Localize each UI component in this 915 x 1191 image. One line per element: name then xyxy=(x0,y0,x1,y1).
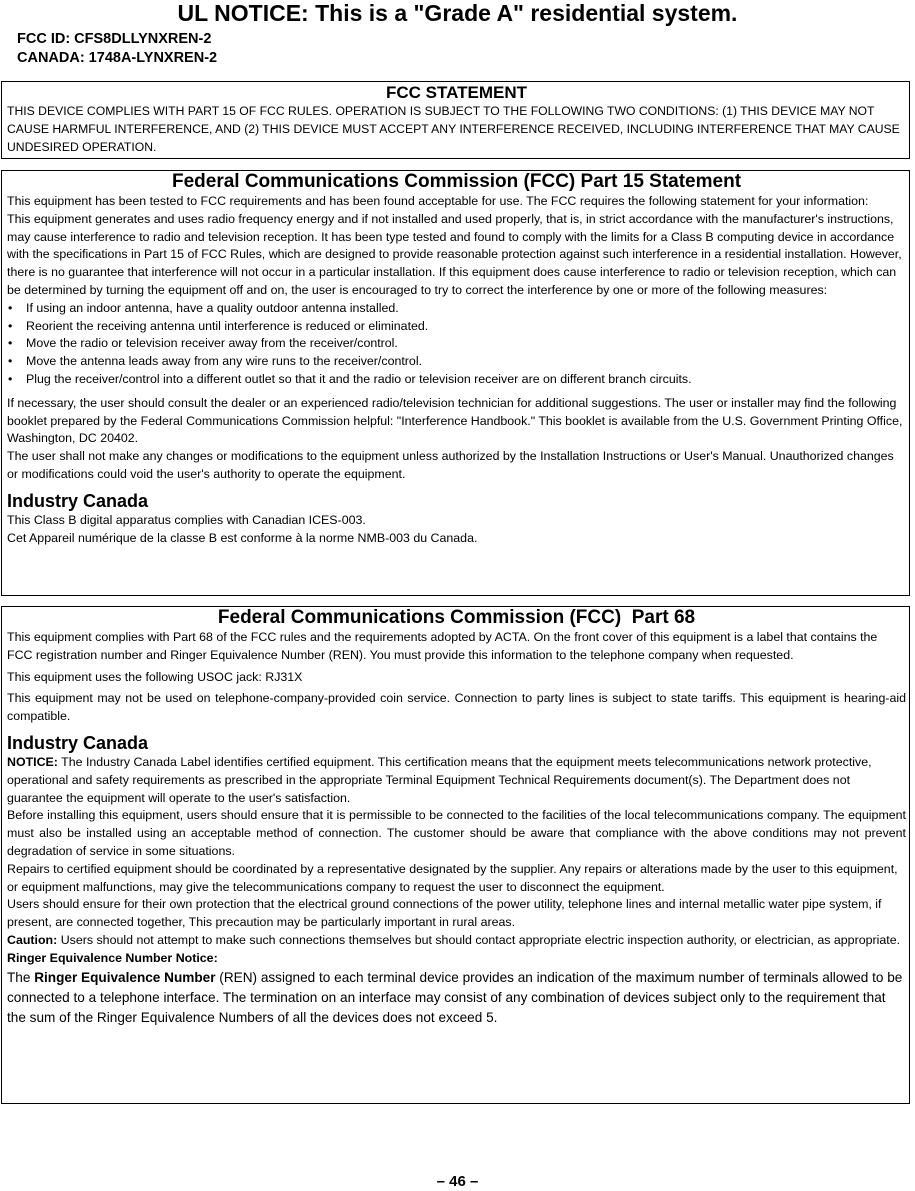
part68-box xyxy=(1,606,910,1104)
page-number: – 46 – xyxy=(436,1173,479,1190)
list-item: • If using an indoor antenna, have a quality outdoor antenna installed. xyxy=(7,300,906,318)
part68-title: Federal Communications Commission (FCC) Part 68 xyxy=(217,607,696,628)
part15-intro: This equipment has been tested to FCC requirements and has been found acceptable for use. The FCC requires the following statement for your information: xyxy=(7,194,869,208)
part15-box xyxy=(1,170,910,596)
fcc-statement-title: FCC STATEMENT xyxy=(385,83,528,102)
ul-notice-title: UL NOTICE: This is a "Grade A" residential system. xyxy=(177,0,738,26)
fcc-statement-body: THIS DEVICE COMPLIES WITH PART 15 OF FCC RULES. OPERATION IS SUBJECT TO THE FOLLOWING TWO CONDITIONS: (1) THIS DEVICE MAY NOT CAUSE HARMFUL INTERFERENCE, AND (2) THIS DEVICE MUST ACCEPT ANY INTERFERENCE RECEIVED, INCLUDING INTERFERENCE THAT MAY CAUSE UNDESIRED OPERATION. xyxy=(7,104,900,154)
part68-intro: This equipment complies with Part 68 of the FCC rules and the requirements adopted by ACTA. On the front cover of this equipment is a label that contains the FCC registration number and Ringer Equivalence Number (REN). You must provide this information to the telephone company when requested. xyxy=(7,630,878,662)
ic-repairs-paragraph: Repairs to certified equipment should be coordinated by a representative designated by the supplier. Any repairs or alterations made by the user to this equipment, or equipment malfunctions, may give the telecommunications company to request the user to disconnect the equipment. xyxy=(7,861,898,894)
part15-consult-paragraph: If necessary, the user should consult the dealer or an experienced radio/television technician for additional suggestions. The user or installer may find the following booklet prepared by the Federal Communications Commission helpful: "Interference Handbook." This booklet is available from the U.S. Government Printing Office, Washington, DC 20402. xyxy=(7,395,903,446)
bullet-icon: • xyxy=(8,371,13,386)
list-item: • Move the antenna leads away from any wire runs to the receiver/control. xyxy=(7,353,906,371)
ices-statement-en: This Class B digital apparatus complies with Canadian ICES-003. xyxy=(7,512,366,527)
part15-measures-list xyxy=(7,300,906,389)
list-item: • Move the radio or television receiver away from the receiver/control. xyxy=(7,335,906,353)
bullet-icon: • xyxy=(8,300,13,315)
identifier-block xyxy=(17,30,217,68)
ren-paragraph: The Ringer Equivalence Number (REN) assigned to each terminal device provides an indication of the maximum number of terminals allowed to be connected to a telephone interface. The termination on an interface may consist of any combination of devices subject only to the requirement that the sum of the Ringer Equivalence Numbers of all the devices does not exceed 5. xyxy=(7,969,903,1025)
ren-bold-term: Ringer Equivalence Number xyxy=(34,969,216,985)
caution-paragraph: Caution: Users should not attempt to make such connections themselves but should contact appropriate electric inspection authority, or electrician, as appropriate. xyxy=(7,932,901,947)
part15-interference-paragraph: This equipment generates and uses radio frequency energy and if not installed and used properly, that is, in strict accordance with the manufacturer's instructions, may cause interference to radio and television reception. It has been type tested and found to comply with the limits for a Class B computing device in accordance with the specifications in Part 15 of FCC Rules, which are designed to provide reasonable protection against such interference in a residential installation. However, there is no guarantee that interference will not occur in a particular installation. If this equipment does cause interference to radio or television reception, which can be determined by turning the equipment off and on, the user is encouraged to try to correct the interference by one or more of the following measures: xyxy=(7,211,902,297)
ic-notice-paragraph: NOTICE: The Industry Canada Label identifies certified equipment. This certification means that the equipment meets telecommunications network protective, operational and safety requirements as prescribed in the appropriate Terminal Equipment Technical Requirements document(s). The Department does not guarantee the equipment will operate to the user's satisfaction. xyxy=(7,754,872,805)
ic-install-paragraph: Before installing this equipment, users should ensure that it is permissible to be connected to the facilities of the local telecommunications company. The equipment must also be installed using an acceptable method of connection. The customer should be aware that compliance with the above conditions may not prevent degradation of service in some situations. xyxy=(7,808,906,858)
part15-modifications-paragraph: The user shall not make any changes or modifications to the equipment unless authorized by the Installation Instructions or User's Manual. Unauthorized changes or modifications could void the user's authority to operate the equipment. xyxy=(7,449,894,481)
list-item: • Plug the receiver/control into a different outlet so that it and the radio or television receiver are on different branch circuits. xyxy=(7,371,906,389)
industry-canada-heading: Industry Canada xyxy=(7,732,149,753)
list-item: • Reorient the receiving antenna until interference is reduced or eliminated. xyxy=(7,318,906,336)
fcc-statement-box xyxy=(1,81,910,159)
canada-id: CANADA: 1748A-LYNXREN-2 xyxy=(17,50,218,66)
ices-statement-fr: Cet Appareil numérique de la classe B est conforme à la norme NMB-003 du Canada. xyxy=(7,530,478,545)
bullet-icon: • xyxy=(8,318,13,333)
ic-ground-paragraph: Users should ensure for their own protection that the electrical ground connections of the power utility, telephone lines and internal metallic water pipe system, if present, are connected together, This precaution may be particularly important in rural areas. xyxy=(7,897,882,930)
industry-canada-heading: Industry Canada xyxy=(7,490,149,511)
bullet-icon: • xyxy=(8,354,13,369)
notice-label: NOTICE: xyxy=(7,754,58,769)
fcc-id: FCC ID: CFS8DLLYNXREN-2 xyxy=(17,31,212,47)
bullet-icon: • xyxy=(8,336,13,351)
part68-usoc-jack: This equipment uses the following USOC jack: RJ31X xyxy=(7,669,303,684)
caution-label: Caution: xyxy=(7,932,58,947)
ren-heading: Ringer Equivalence Number Notice: xyxy=(7,950,218,965)
part68-coin-service: This equipment may not be used on telephone-company-provided coin service. Connection to party lines is subject to state tariffs. This equipment is hearing-aid compatible. xyxy=(7,691,906,724)
part15-title: Federal Communications Commission (FCC) Part 15 Statement xyxy=(171,171,742,192)
